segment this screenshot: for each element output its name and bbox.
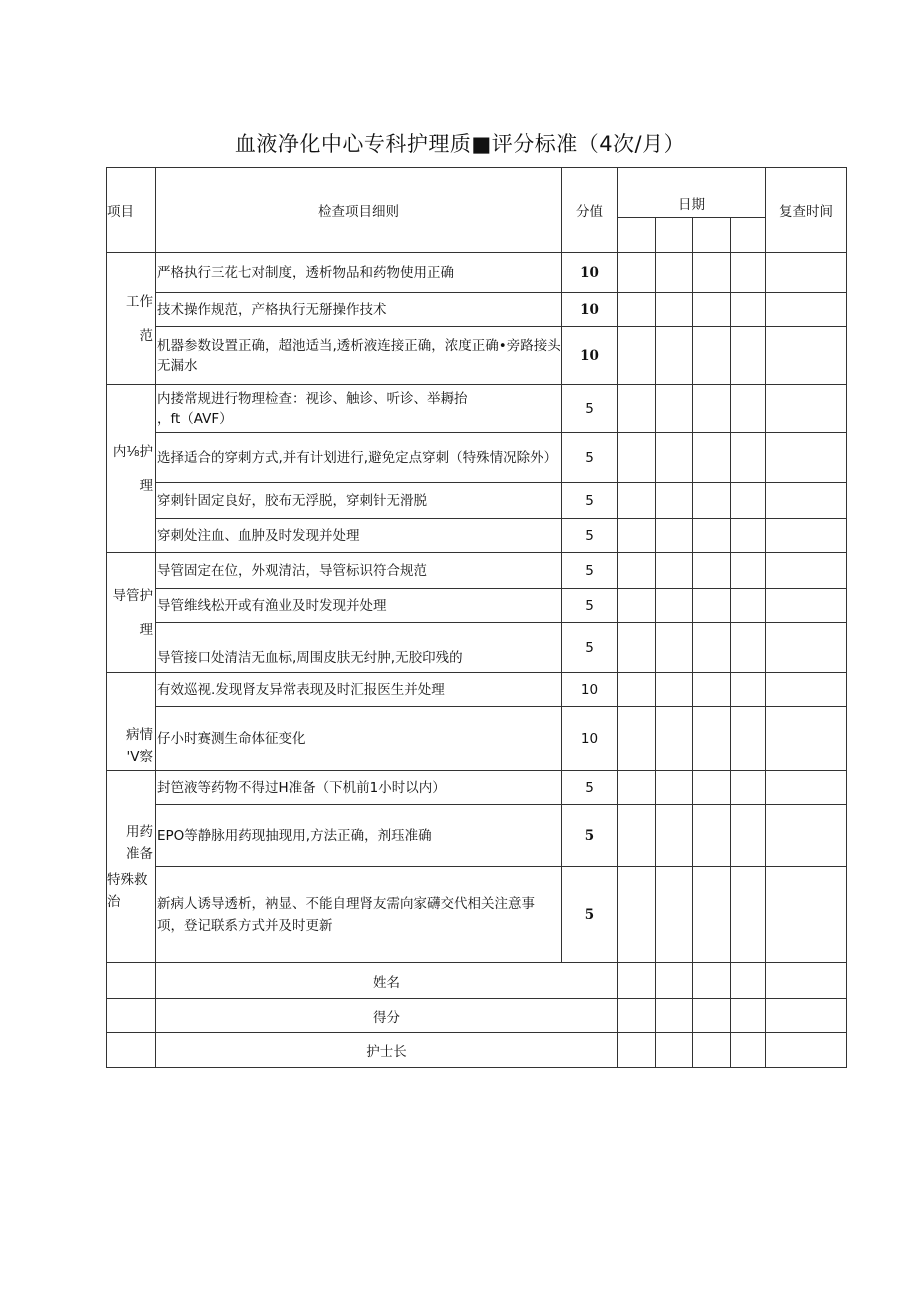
table-cell: [693, 433, 731, 483]
date-cell: [656, 218, 693, 253]
table-row-detail: 新病人诱导透析，衲显、不能自理肾友需向家礴交代相关注意事项，登记联系方式并及时更新: [156, 867, 562, 963]
table-cell: [656, 673, 693, 707]
table-cell: [656, 253, 693, 293]
category-fistula-care: [107, 385, 156, 553]
table-row-detail: 导管维线松开或有渔业及时发现并处理: [156, 589, 562, 623]
table-cell: [656, 963, 693, 999]
table-cell: [693, 589, 731, 623]
table-row-detail: 内搂常规进行物理检查：视诊、触诊、听诊、举耨抬 ，ft（AVF）: [156, 385, 562, 433]
table-cell: [693, 1033, 731, 1068]
category-special-care: [107, 867, 156, 963]
table-cell: [731, 519, 766, 553]
table-cell: [693, 483, 731, 519]
table-row-detail: 仔小时赛测生命体征变化: [156, 707, 562, 771]
scoring-table: [106, 167, 847, 1068]
category-label: 范: [139, 327, 153, 344]
table-cell: [656, 707, 693, 771]
table-cell: [766, 253, 847, 293]
table-row-detail: 机器参数设置正确，超池适当,透析液连接正确，浓度正确•旁路接头无漏水: [156, 327, 562, 385]
header-date: 日期: [618, 168, 766, 218]
table-cell: [731, 771, 766, 805]
category-catheter-care: [107, 553, 156, 673]
table-cell: [618, 1033, 656, 1068]
table-cell: [766, 519, 847, 553]
table-row-detail: 选择适合的穿刺方式,并有计划进行,避免定点穿刺（特殊情况除外）: [156, 433, 562, 483]
table-row-score: 5: [562, 519, 618, 553]
table-row-score: 10: [562, 293, 618, 327]
table-row-detail: 穿刺处注血、血肿及时发现并处理: [156, 519, 562, 553]
table-cell: [618, 433, 656, 483]
table-cell: [731, 673, 766, 707]
category-label: 用药: [126, 823, 153, 840]
table-row-score: 10: [562, 673, 618, 707]
table-cell: [766, 623, 847, 673]
table-cell: [693, 771, 731, 805]
table-cell: [731, 433, 766, 483]
table-row-detail: 导管固定在位，外观清沽，导管标识符合规范: [156, 553, 562, 589]
date-cell: [731, 218, 766, 253]
table-cell: [731, 1033, 766, 1068]
table-cell: [731, 589, 766, 623]
table-cell: [766, 327, 847, 385]
date-cell: [693, 218, 731, 253]
table-cell: [618, 771, 656, 805]
table-cell: [731, 253, 766, 293]
table-cell: [731, 293, 766, 327]
table-cell: [731, 707, 766, 771]
footer-name: 姓名: [156, 963, 618, 999]
table-cell: [766, 483, 847, 519]
table-cell: [618, 253, 656, 293]
table-cell: [693, 293, 731, 327]
table-cell: [731, 805, 766, 867]
table-cell: [656, 771, 693, 805]
table-cell: [618, 293, 656, 327]
table-cell: [656, 1033, 693, 1068]
table-cell: [656, 805, 693, 867]
header-detail: 检查项目细则: [156, 168, 562, 253]
category-medication: [107, 771, 156, 867]
table-cell: [618, 867, 656, 963]
table-row-score: 5: [562, 433, 618, 483]
table-row-score: 5: [562, 385, 618, 433]
table-cell: [693, 327, 731, 385]
table-row-detail: 有效巡视.发现肾友异常表现及时汇报医生并处理: [156, 673, 562, 707]
table-cell: [618, 963, 656, 999]
header-recheck: 复查时间: [766, 168, 847, 253]
table-row-detail: 穿刺针固定良好，胶布无浮脱，穿刺针无滑脱: [156, 483, 562, 519]
table-cell: [766, 433, 847, 483]
table-cell: [656, 483, 693, 519]
table-cell: [731, 483, 766, 519]
table-cell: [766, 589, 847, 623]
table-cell: [766, 963, 847, 999]
table-cell: [656, 327, 693, 385]
category-label: 理: [139, 621, 153, 638]
table-cell: [766, 771, 847, 805]
table-cell: [618, 707, 656, 771]
table-cell: [766, 805, 847, 867]
date-cell: [618, 218, 656, 253]
table-row-detail: 严格执行三花七对制度，透析物品和药物使用正确: [156, 253, 562, 293]
table-cell: [618, 673, 656, 707]
table-row-score: 5: [562, 805, 618, 867]
footer-head-nurse: 护士长: [156, 1033, 618, 1068]
table-row-score: 10: [562, 327, 618, 385]
table-cell: [693, 999, 731, 1033]
table-row-score: 5: [562, 867, 618, 963]
category-label: 'V察: [126, 749, 153, 765]
category-label: 治: [107, 893, 121, 910]
table-row-score: 10: [562, 253, 618, 293]
category-label: 准备: [126, 845, 153, 862]
table-row-score: 5: [562, 553, 618, 589]
table-row-detail: 导管接口处清洁无血标,周围皮肤无纣肿,无胶印残的: [156, 623, 562, 673]
table-cell: [766, 999, 847, 1033]
table-cell: [693, 805, 731, 867]
table-cell: [693, 963, 731, 999]
table-cell: [731, 867, 766, 963]
table-cell: [656, 553, 693, 589]
table-row-score: 5: [562, 623, 618, 673]
table-cell: [656, 519, 693, 553]
table-row-score: 5: [562, 483, 618, 519]
table-cell: [693, 553, 731, 589]
category-observation: [107, 673, 156, 771]
table-cell: [693, 519, 731, 553]
table-cell: [656, 623, 693, 673]
table-row-detail: 封笆液等药物不得过H准备（下机前1小时以内）: [156, 771, 562, 805]
table-cell: [618, 805, 656, 867]
table-cell: [731, 553, 766, 589]
table-cell: [693, 623, 731, 673]
table-cell: [107, 999, 156, 1033]
category-label: 导管护: [112, 587, 153, 604]
table-cell: [731, 963, 766, 999]
table-cell: [618, 385, 656, 433]
table-cell: [766, 867, 847, 963]
table-cell: [656, 867, 693, 963]
category-label: 内⅛护: [112, 443, 153, 460]
table-row-score: 10: [562, 707, 618, 771]
table-cell: [766, 293, 847, 327]
table-cell: [656, 293, 693, 327]
table-cell: [693, 673, 731, 707]
table-cell: [618, 553, 656, 589]
category-work: [107, 253, 156, 385]
table-cell: [693, 707, 731, 771]
table-cell: [766, 673, 847, 707]
table-cell: [731, 327, 766, 385]
table-cell: [693, 867, 731, 963]
table-cell: [618, 623, 656, 673]
table-cell: [107, 963, 156, 999]
table-cell: [656, 589, 693, 623]
table-cell: [107, 1033, 156, 1068]
table-cell: [618, 589, 656, 623]
table-cell: [766, 553, 847, 589]
table-cell: [656, 999, 693, 1033]
table-cell: [656, 385, 693, 433]
table-cell: [618, 999, 656, 1033]
page-title: 血液净化中心专科护理质■评分标准（4次/月）: [234, 132, 686, 156]
category-label: 病情: [126, 727, 153, 743]
category-label: 特殊救: [107, 871, 148, 888]
table-cell: [731, 623, 766, 673]
footer-score: 得分: [156, 999, 618, 1033]
table-row-score: 5: [562, 771, 618, 805]
header-score: 分值: [562, 168, 618, 253]
category-label: 工作: [126, 293, 153, 310]
table-cell: [693, 385, 731, 433]
category-label: 理: [139, 477, 153, 494]
header-category: 项目: [107, 168, 156, 253]
table-cell: [618, 327, 656, 385]
table-cell: [766, 1033, 847, 1068]
table-cell: [766, 385, 847, 433]
table-cell: [618, 483, 656, 519]
table-row-detail: 技术操作规范，产格执行无掰操作技术: [156, 293, 562, 327]
table-row-detail: EPO等静脉用药现抽现用,方法正确，剂珏准确: [156, 805, 562, 867]
table-cell: [618, 519, 656, 553]
table-row-score: 5: [562, 589, 618, 623]
table-cell: [731, 999, 766, 1033]
table-cell: [731, 385, 766, 433]
table-cell: [693, 253, 731, 293]
table-cell: [656, 433, 693, 483]
table-cell: [766, 707, 847, 771]
